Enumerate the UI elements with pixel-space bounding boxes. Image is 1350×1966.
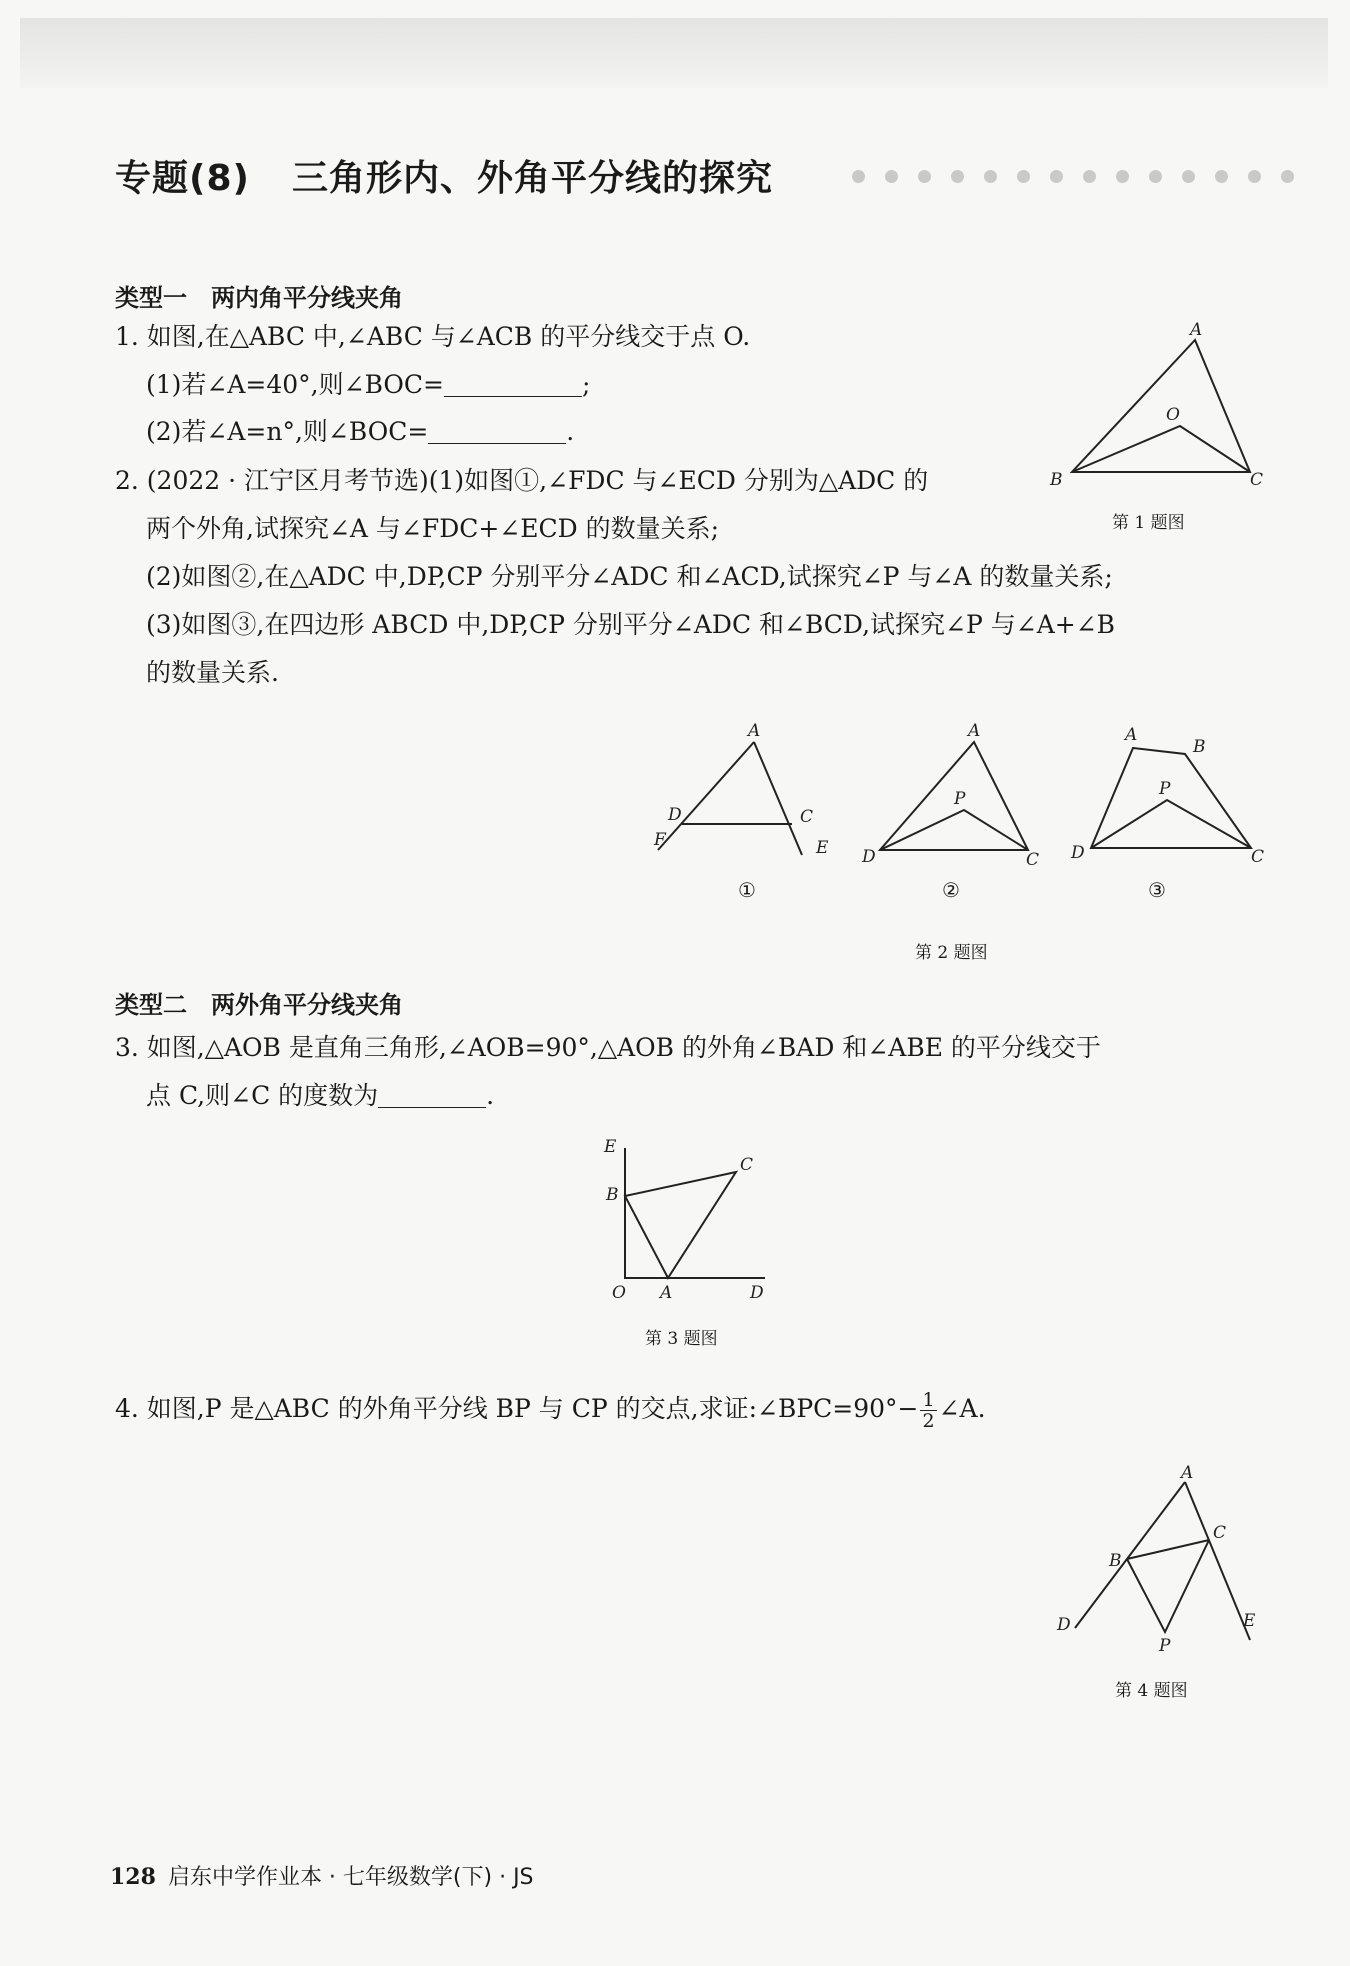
book-title: 启东中学作业本 · 七年级数学(下) · JS [167, 1865, 534, 1890]
section-label: 类型二 [115, 991, 187, 1019]
q2-line5: 的数量关系. [146, 658, 279, 687]
q2-figure-2 [858, 720, 1058, 870]
topic-number: 专题(8) [115, 158, 250, 199]
decoration-dot [1083, 170, 1096, 183]
section-type-1 [115, 278, 403, 313]
topic-name: 三角形内、外角平分线的探究 [291, 158, 773, 199]
label-c: C [1213, 1523, 1227, 1543]
q2-caption: 第 2 题图 [915, 943, 988, 963]
page-number: 128 [110, 1864, 156, 1890]
q1-part2: (2)若∠A=n°,则∠BOC= . [146, 417, 575, 446]
label-c: C [1026, 850, 1040, 870]
fig-number-2: ② [942, 878, 960, 902]
line-a-e [1185, 1482, 1250, 1640]
label-c: C [740, 1155, 754, 1175]
fraction-one-half: $\frac{1}{2}$ [922, 1389, 935, 1432]
label-d: D [668, 805, 682, 825]
q3-figure [600, 1138, 780, 1308]
label-p: P [1159, 779, 1171, 799]
label-e: E [604, 1137, 617, 1157]
q3-caption: 第 3 题图 [645, 1329, 718, 1349]
q4-statement: 4. 如图,P 是△ABC 的外角平分线 BP 与 CP 的交点,求证:∠BPC=90°− $\frac{1}{2}$ ∠A. [115, 1389, 986, 1432]
line-a-e [754, 742, 802, 855]
line-a-d [1075, 1482, 1185, 1628]
label-a: A [1125, 725, 1138, 745]
label-a: A [1190, 320, 1203, 340]
label-c: C [800, 807, 814, 827]
decoration-dot [1050, 170, 1063, 183]
q1-caption: 第 1 题图 [1112, 513, 1185, 533]
decoration-dot [918, 170, 931, 183]
decoration-dot [1248, 170, 1261, 183]
q2-figure-1 [640, 720, 860, 870]
label-e: E [1243, 1611, 1256, 1631]
decoration-dot [984, 170, 997, 183]
label-p: P [1159, 1636, 1171, 1656]
bisector-lines [880, 810, 1028, 850]
q3-line1: 3. 如图,△AOB 是直角三角形,∠AOB=90°,△AOB 的外角∠BAD 和∠ABE 的平分线交于 [115, 1033, 1101, 1062]
label-c: C [1251, 847, 1265, 867]
line-a-f [658, 742, 754, 850]
label-b: B [1193, 737, 1206, 757]
label-e: E [816, 838, 829, 858]
q1-part1: (1)若∠A=40°,则∠BOC= ; [146, 370, 591, 399]
label-a: A [660, 1283, 673, 1303]
decoration-dot [951, 170, 964, 183]
label-b: B [606, 1185, 619, 1205]
section-name: 两外角平分线夹角 [211, 991, 403, 1019]
section-label: 类型一 [115, 284, 187, 312]
label-b: B [1050, 470, 1063, 490]
decoration-dot [852, 170, 865, 183]
q2-line3: (2)如图②,在△ADC 中,DP,CP 分别平分∠ADC 和∠ACD,试探究∠P 与∠A 的数量关系; [146, 562, 1113, 591]
q2-line1: 2. (2022 · 江宁区月考节选)(1)如图①,∠FDC 与∠ECD 分别为△ADC 的 [115, 466, 929, 495]
q2-line2: 两个外角,试探究∠A 与∠FDC+∠ECD 的数量关系; [146, 514, 720, 543]
decoration-dot [1215, 170, 1228, 183]
q2-figure-3 [1065, 718, 1275, 868]
section-name: 两内角平分线夹角 [211, 284, 403, 312]
label-a: A [748, 721, 761, 741]
q4-caption: 第 4 题图 [1115, 1681, 1188, 1701]
q2-line4: (3)如图③,在四边形 ABCD 中,DP,CP 分别平分∠ADC 和∠BCD,试探究∠P 与∠A+∠B [146, 610, 1116, 639]
decoration-dot [1017, 170, 1030, 183]
label-p: P [954, 789, 966, 809]
label-d: D [862, 847, 876, 867]
decoration-dot [885, 170, 898, 183]
bisectors-bp-cp [1127, 1540, 1209, 1632]
answer-blank[interactable] [378, 1083, 486, 1108]
page-footer [110, 1860, 534, 1891]
label-c: C [1250, 470, 1264, 490]
scan-top-band [20, 18, 1328, 88]
fig-number-3: ③ [1148, 878, 1166, 902]
label-o: O [612, 1283, 626, 1303]
label-f: F [654, 830, 666, 850]
decoration-dot [1281, 170, 1294, 183]
answer-blank[interactable] [428, 419, 566, 444]
decoration-dot [1182, 170, 1195, 183]
decoration-dot [1149, 170, 1162, 183]
label-d: D [1071, 843, 1085, 863]
q4-figure [1055, 1463, 1275, 1658]
q3-line2: 点 C,则∠C 的度数为 . [146, 1081, 495, 1110]
label-o: O [1166, 405, 1180, 425]
q1-figure [1040, 320, 1270, 500]
label-b: B [1109, 1551, 1122, 1571]
label-d: D [750, 1283, 764, 1303]
bisector-lines [1072, 426, 1250, 472]
section-type-2 [115, 985, 403, 1020]
decoration-dot [1116, 170, 1129, 183]
page-title [115, 150, 773, 201]
triangle-abc [1072, 340, 1250, 472]
label-a: A [1181, 1463, 1194, 1483]
bisector-lines [1091, 800, 1251, 848]
answer-blank[interactable] [444, 372, 582, 397]
label-d: D [1057, 1615, 1071, 1635]
label-a: A [968, 721, 981, 741]
triangle-bca [625, 1172, 736, 1278]
fig-number-1: ① [738, 878, 756, 902]
q1-stem: 1. 如图,在△ABC 中,∠ABC 与∠ACB 的平分线交于点 O. [115, 322, 751, 351]
